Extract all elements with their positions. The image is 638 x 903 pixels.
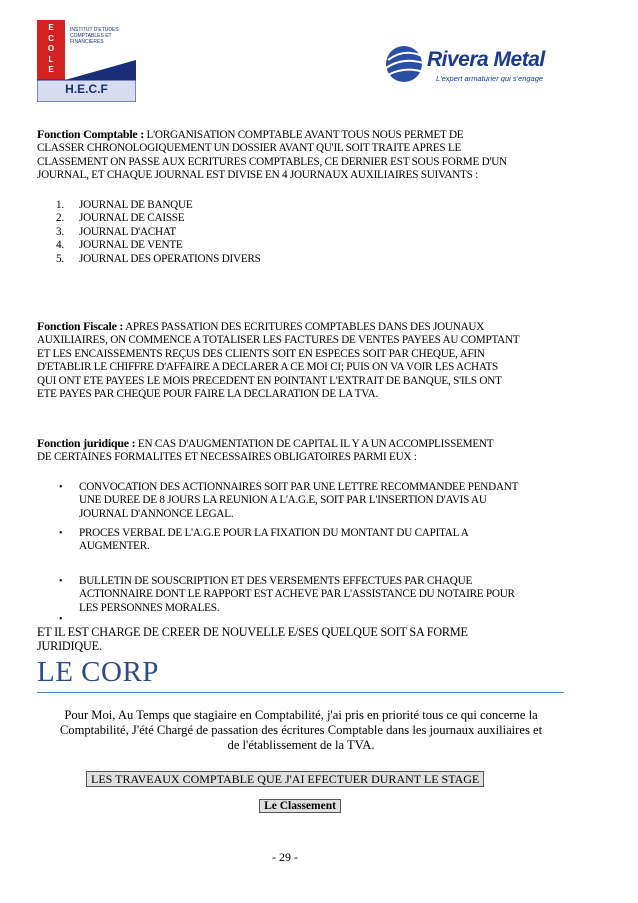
comptable-text-2: CLASSER CHRONOLOGIQUEMENT UN DOSSIER AVANT QU'IL SOIT TRAITE APRES LE [37,142,462,155]
list-item: 1. JOURNAL DE BANQUE [56,199,193,211]
section-heading: LE CORP [37,656,159,688]
list-item: 2. JOURNAL DE CAISSE [56,212,185,225]
list-item: • PROCES VERBAL DE L'A.G.E POUR LA FIXATION DU MONTANT DU CAPITAL A AUGMENTER. [59,527,469,553]
globe-icon [382,42,430,86]
list-item: • BULLETIN DE SOUSCRIPTION ET DES VERSEMENTS EFFECTUES PAR CHAQUE ACTIONNAIRE DONT LE RAPPORT EST ACHEVE PAR L'ASSISTANCE DU NOTAIRE POUR LES PERSONNES MORALES. [59,575,515,614]
juridique-conclusion: ET IL EST CHARGE DE CREER DE NOUVELLE E/SES QUELQUE SOIT SA FORME JURIDIQUE. [37,625,468,653]
hecf-institute-text: INSTITUT D'ETUDES COMPTABLES ET FINANCIERES [70,27,119,45]
formalites-list-2 [37,527,617,554]
ecole-letters: E C O L E [47,23,55,74]
classement-heading: Le Classement [0,799,600,814]
fiscale-text-1: APRES PASSATION DES ECRITURES COMPTABLES DANS DES JOUNAUX [125,321,485,333]
comptable-text-3: CLASSEMENT ON PASSE AUX ECRITURES COMPTABLES, CE DERNIER EST SOUS FORME D'UN [37,155,507,168]
list-item: 5. JOURNAL DES OPERATIONS DIVERS [56,252,261,265]
fiscale-label: Fonction Fiscale : [37,319,124,333]
fiscale-text-3: ET LES ENCAISSEMENTS REÇUS DES CLIENTS SOIT EN ESPECES SOIT PAR CHEQUE, AFIN [37,347,485,360]
formalites-list [37,481,617,521]
juridique-paragraph [37,437,617,465]
fiscale-paragraph [37,320,617,401]
journal-list [37,199,597,266]
comptable-text-1: L'ORGANISATION COMPTABLE AVANT TOUS NOUS PERMET DE [146,129,464,141]
list-item: 3. JOURNAL D'ACHAT [56,225,176,238]
fiscale-text-5: QUI ONT ETE PAYEES LE MOIS PRECEDENT EN POINTANT L'EXTRAIT DE BANQUE, S'ILS ONT [37,374,502,387]
comptable-paragraph [37,128,617,183]
hecf-name: H.E.C.F [65,82,108,96]
formalites-list-3 [37,575,617,615]
travaux-heading: LES TRAVEAUX COMPTABLE QUE J'AI EFECTUER DURANT LE STAGE [86,772,484,787]
corp-paragraph: Pour Moi, Au Temps que stagiaire en Comptabilité, j'ai pris en priorité tous ce qui concerne la Comptabilité, J'été Chargé de passation des écritures Comptable dans les journaux auxiliaires et de l'établissement de la TVA. [59,708,543,752]
juridique-text-1: EN CAS D'AUGMENTATION DE CAPITAL IL Y A UN ACCOMPLISSEMENT [137,438,494,450]
rivera-name: Rivera Metal [427,48,545,71]
list-item: • CONVOCATION DES ACTIONNAIRES SOIT PAR UNE LETTRE RECOMMANDEE PENDANT UNE DUREE DE 8 JOURS LA REUNION A L'A.G.E, SOIT PAR L'INSERTION D'AVIS AU JOURNAL D'ANNONCE LEGAL. [59,481,519,520]
fiscale-text-6: ETE PAYES PAR CHEQUE POUR FAIRE LA DECLARATION DE LA TVA. [37,388,378,401]
bullet-icon: • [59,482,63,493]
fiscale-text-2: AUXILIAIRES, ON COMMENCE A TOTALISER LES FACTURES DE VENTES PAYEES AU COMPTANT [37,334,520,347]
page-number: - 29 - [272,850,298,864]
comptable-text-4: JOURNAL, ET CHAQUE JOURNAL EST DIVISE EN 4 JOURNAUX AUXILIAIRES SUIVANTS : [37,169,479,182]
juridique-label: Fonction juridique : [37,436,136,450]
heading-rule [37,692,564,693]
bullet-icon: • [59,528,63,539]
juridique-text-2: DE CERTAINES FORMALITES ET NECESSAIRES OBLIGATOIRES PARMI EUX : [37,451,417,464]
comptable-label: Fonction Comptable : [37,127,144,141]
fiscale-text-4: D'ETABLIR LE CHIFFRE D'AFFAIRE A DECLARER A CE MOI CI; PUIS ON VA VOIR LES ACHATS [37,361,498,374]
bullet-icon: • [59,614,63,625]
rivera-tagline: L'expert armaturier qui s'engage [436,74,544,83]
list-item: 4. JOURNAL DE VENTE [56,239,183,252]
bullet-icon: • [59,576,63,587]
rivera-metal-logo [382,38,553,90]
